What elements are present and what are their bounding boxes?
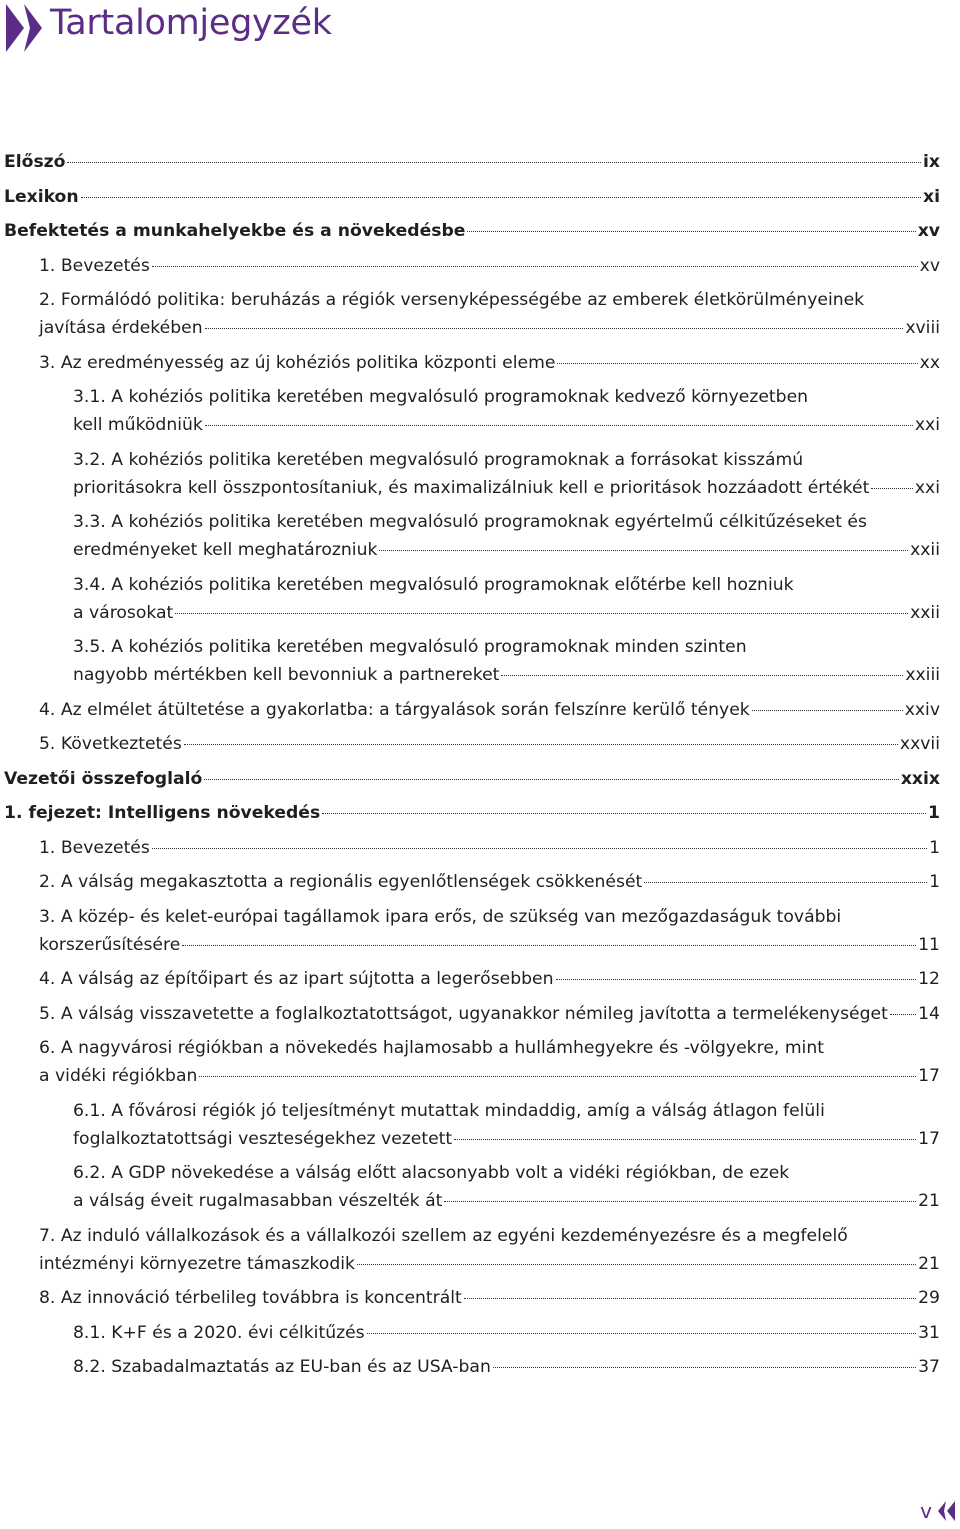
toc-page-number: 21: [918, 1253, 940, 1274]
toc-entry-text: 1. fejezet: Intelligens növekedés: [4, 803, 321, 823]
double-chevron-icon: [4, 2, 48, 54]
toc-page-number: xv: [917, 221, 940, 241]
toc-page-number: xxi: [914, 415, 940, 435]
dot-leader: [367, 1333, 916, 1334]
dot-leader: [357, 1264, 916, 1265]
toc-entry[interactable]: [4, 252, 940, 280]
toc-entry-text: 3.5. A kohéziós politika keretében megvalósuló programoknak minden szinten: [73, 637, 747, 657]
table-of-contents: [4, 148, 940, 1388]
toc-entry-text: 3.3. A kohéziós politika keretében megvalósuló programoknak egyértelmű célkitűzéseket és: [73, 512, 867, 532]
toc-entry[interactable]: [4, 1222, 940, 1278]
toc-entry-text: a városokat: [73, 602, 174, 623]
toc-entry[interactable]: [4, 148, 940, 176]
toc-entry[interactable]: [4, 217, 940, 245]
dot-leader: [205, 425, 913, 426]
dot-leader: [199, 1076, 916, 1077]
toc-entry-text: foglalkoztatottsági veszteségekhez vezetett: [73, 1128, 453, 1149]
toc-entry[interactable]: [4, 1159, 940, 1215]
footer: [920, 1493, 956, 1529]
dot-leader: [322, 813, 926, 814]
toc-entry-text: a vidéki régiókban: [39, 1066, 198, 1086]
header: [4, 0, 332, 56]
toc-entry[interactable]: [4, 349, 940, 377]
toc-entry[interactable]: [4, 799, 940, 827]
toc-page-number: 14: [918, 1003, 940, 1024]
toc-page-number: xi: [923, 186, 940, 207]
toc-entry-text: kell működniük: [73, 415, 203, 435]
toc-entry-text: 5. Következtetés: [39, 734, 182, 754]
dot-leader: [81, 197, 921, 198]
toc-page-number: 1: [929, 872, 940, 892]
dot-leader: [752, 710, 903, 711]
toc-entry-text: 3. Az eredményesség az új kohéziós politika központi eleme: [39, 352, 556, 373]
toc-entry-text: 7. Az induló vállalkozások és a vállalkozói szellem az egyéni kezdeményezésre és a megfelelő: [39, 1225, 848, 1246]
dot-leader: [182, 945, 916, 946]
toc-entry-text: 2. Formálódó politika: beruházás a régiók versenyképességébe az emberek életkörülményeinek: [39, 290, 865, 310]
toc-page-number: xxiv: [904, 699, 940, 720]
dot-leader: [557, 363, 917, 364]
dot-leader: [444, 1201, 916, 1202]
toc-entry-text: 8.1. K+F és a 2020. évi célkitűzés: [73, 1322, 365, 1343]
toc-entry[interactable]: [4, 730, 940, 758]
dot-leader: [890, 1014, 916, 1015]
toc-entry-text: 3. A közép- és kelet-európai tagállamok ipara erős, de szükség van mezőgazdaságuk további: [39, 906, 842, 927]
toc-entry-text: korszerűsítésére: [39, 934, 181, 955]
toc-page-number: xxii: [910, 540, 940, 560]
toc-entry-text: Előszó: [4, 152, 66, 172]
toc-entry[interactable]: [4, 1319, 940, 1347]
toc-page-number: xviii: [905, 318, 940, 338]
toc-entry[interactable]: [4, 1353, 940, 1381]
toc-entry-text: 6.2. A GDP növekedése a válság előtt alacsonyabb volt a vidéki régiókban, de ezek: [73, 1163, 790, 1183]
toc-entry[interactable]: [4, 834, 940, 862]
toc-entry[interactable]: [4, 965, 940, 993]
toc-entry-text: 1. Bevezetés: [39, 837, 150, 858]
toc-entry-text: 4. Az elmélet átültetése a gyakorlatba: a tárgyalások során felszínre kerülő tények: [39, 699, 750, 720]
toc-entry-text: 1. Bevezetés: [39, 255, 150, 276]
toc-entry[interactable]: [4, 1097, 940, 1153]
toc-entry-text: a válság éveit rugalmasabban vészelték át: [73, 1191, 443, 1211]
toc-page-number: 37: [918, 1357, 940, 1377]
dot-leader: [205, 328, 904, 329]
toc-entry[interactable]: [4, 868, 940, 896]
toc-entry-text: 8.2. Szabadalmaztatás az EU-ban és az USA-ban: [73, 1357, 491, 1377]
toc-entry[interactable]: [4, 765, 940, 793]
toc-entry[interactable]: [4, 1034, 940, 1090]
toc-page-number: xxiii: [905, 665, 940, 685]
toc-entry[interactable]: [4, 1000, 940, 1028]
dot-leader: [184, 744, 898, 745]
page-title: Tartalomjegyzék: [50, 2, 332, 43]
toc-entry[interactable]: [4, 571, 940, 627]
toc-page-number: 1: [928, 803, 940, 823]
toc-page-number: 17: [918, 1066, 940, 1086]
toc-entry-text: Lexikon: [4, 186, 79, 207]
dot-leader: [379, 550, 908, 551]
dot-leader: [175, 613, 908, 614]
toc-entry-text: 8. Az innováció térbelileg továbbra is koncentrált: [39, 1288, 462, 1308]
toc-entry-text: 4. A válság az építőipart és az ipart sújtotta a legerősebben: [39, 969, 554, 989]
double-chevron-left-icon: [936, 1499, 956, 1523]
dot-leader: [464, 1298, 916, 1299]
toc-page-number: 12: [918, 969, 940, 989]
dot-leader: [67, 162, 921, 163]
toc-page-number: xv: [919, 255, 940, 276]
toc-entry-text: prioritásokra kell összpontosítaniuk, és maximalizálniuk kell e prioritások hozzáadott értékét: [73, 477, 870, 498]
dot-leader: [644, 882, 927, 883]
toc-entry-text: nagyobb mértékben kell bevonniuk a partnereket: [73, 665, 500, 685]
toc-page-number: xxix: [900, 768, 940, 789]
toc-entry[interactable]: [4, 903, 940, 959]
toc-page-number: 29: [918, 1288, 940, 1308]
toc-entry[interactable]: [4, 1284, 940, 1312]
toc-entry[interactable]: [4, 446, 940, 502]
toc-entry-text: 3.2. A kohéziós politika keretében megvalósuló programoknak a forrásokat kisszámú: [73, 449, 804, 470]
toc-entry-text: Vezetői összefoglaló: [4, 768, 203, 789]
toc-page-number: xx: [919, 352, 940, 373]
dot-leader: [556, 979, 917, 980]
dot-leader: [501, 675, 903, 676]
page-number: v: [920, 1499, 932, 1523]
toc-page-number: 17: [918, 1128, 940, 1149]
toc-entry[interactable]: [4, 183, 940, 211]
toc-entry[interactable]: [4, 508, 940, 564]
toc-entry-text: javítása érdekében: [39, 318, 203, 338]
toc-page-number: 1: [929, 837, 940, 858]
dot-leader: [152, 266, 918, 267]
dot-leader: [871, 488, 913, 489]
toc-entry[interactable]: [4, 286, 940, 342]
dot-leader: [493, 1367, 916, 1368]
toc-page-number: 21: [918, 1191, 940, 1211]
toc-entry-text: 3.1. A kohéziós politika keretében megvalósuló programoknak kedvező környezetben: [73, 387, 809, 407]
dot-leader: [454, 1139, 916, 1140]
toc-entry[interactable]: [4, 696, 940, 724]
toc-page-number: ix: [923, 152, 940, 172]
toc-entry-text: 2. A válság megakasztotta a regionális egyenlőtlenségek csökkenését: [39, 872, 643, 892]
toc-entry-text: 6. A nagyvárosi régiókban a növekedés hajlamosabb a hullámhegyekre és -völgyekre, mint: [39, 1038, 824, 1058]
dot-leader: [152, 848, 927, 849]
dot-leader: [467, 231, 915, 232]
toc-entry-text: intézményi környezetre támaszkodik: [39, 1253, 355, 1274]
toc-entry-text: 3.4. A kohéziós politika keretében megvalósuló programoknak előtérbe kell hozniuk: [73, 574, 794, 595]
toc-entry-text: Befektetés a munkahelyekbe és a növekedésbe: [4, 221, 466, 241]
toc-entry-text: 5. A válság visszavetette a foglalkoztatottságot, ugyanakkor némileg javította a termelékenységet: [39, 1003, 888, 1024]
toc-entry-text: eredményeket kell meghatározniuk: [73, 540, 378, 560]
toc-entry-text: 6.1. A fővárosi régiók jó teljesítményt mutattak mindaddig, amíg a válság átlagon felüli: [73, 1100, 825, 1121]
toc-page-number: 11: [918, 934, 940, 955]
dot-leader: [204, 779, 899, 780]
toc-entry[interactable]: [4, 383, 940, 439]
toc-entry[interactable]: [4, 633, 940, 689]
toc-page-number: xxi: [914, 477, 940, 498]
toc-page-number: xxii: [910, 602, 940, 623]
toc-page-number: 31: [918, 1322, 940, 1343]
toc-page-number: xxvii: [899, 734, 940, 754]
